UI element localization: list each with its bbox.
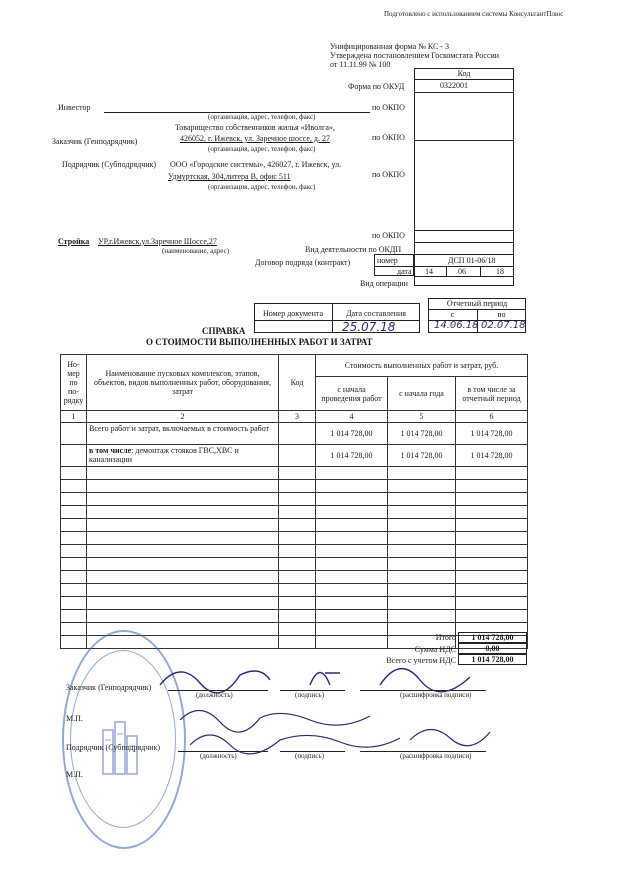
sig-customer-label: Заказчик (Генподрядчик) [66,683,152,692]
customer-line1: Товарищество собственников жилья «Иволга», [175,123,335,132]
customer-label: Заказчик (Генподрядчик) [52,137,138,146]
nds-label: Сумма НДС [414,645,456,654]
table-row-empty [61,571,528,584]
period-to-value: 02.07.18 [481,320,526,331]
customer-okpo-label: по ОКПО [372,133,405,142]
form-approved: Утверждена постановлением Госкомстата России [330,51,500,60]
row2-name [87,445,279,467]
sig-contractor-sign-hint: (подпись) [295,752,325,760]
doc-number-label: Номер документа [262,309,323,318]
investor-okpo-label: по ОКПО [372,103,405,112]
col-num-1: 1 [61,411,87,423]
table-row-empty [61,467,528,480]
site-value: УР,г.Ижевск,ул.Заречное Шоссе,27 [98,237,217,246]
mp-customer: М.П. [66,714,83,723]
row2-from-year: 1 014 728,00 [388,445,456,467]
sig-contractor-decode-hint: (расшифровка подписи) [400,752,472,760]
table-row-empty [61,532,528,545]
contract-number-label: номер [377,256,398,265]
th-number: Но-мер по по-рядку [61,355,87,411]
sig-contractor-position-hint: (должность) [200,752,237,760]
sig-customer-position-hint: (должность) [196,691,233,699]
table-row-empty [61,480,528,493]
row2-name-rest: : демонтаж стояков ГВС,ХВС и канализации [89,446,239,464]
col-num-2: 2 [87,411,279,423]
contractor-hint: (организация, адрес, телефон, факс) [208,183,316,191]
row1-name: Всего работ и затрат, включаемых в стоимость работ [87,423,279,445]
row1-period: 1 014 728,00 [456,423,528,445]
table-row-empty [61,493,528,506]
contractor-okpo-label: по ОКПО [372,170,405,179]
customer-signature-icon [140,655,480,695]
site-label: Стройка [58,237,90,246]
form-approved-date: от 11.11.99 № 100 [330,60,391,69]
operation-label: Вид операции [360,279,408,288]
code-header: Код [457,69,471,78]
th-period: в том числе за отчетный период [456,377,528,411]
customer-line2: 426052, г. Ижевск, ул. Заречное шоссе, д. 27 [180,134,330,143]
contract-date-year: 18 [496,267,504,276]
row2-from-start: 1 014 728,00 [316,445,388,467]
table-row-empty [61,545,528,558]
contractor-label: Подрядчик (Субподрядчик) [62,160,157,169]
table-row-empty [61,584,528,597]
th-name: Наименование пусковых комплексов, этапов, объектов, видов выполненных работ, оборудования, затрат [87,355,279,411]
th-cost: Стоимость выполненных работ и затрат, руб. [316,355,528,377]
sig-customer-decode-hint: (расшифровка подписи) [400,691,472,699]
contractor-signature-icon [170,700,500,755]
okud-value: 0322001 [440,81,468,90]
form-name: Унифицированная форма № КС - 3 [330,42,449,51]
prepared-note: Подготовлено с использованием системы КонсультантПлюс [384,10,564,18]
row2-name-bold: в том числе [89,446,132,455]
doc-subtitle: О СТОИМОСТИ ВЫПОЛНЕННЫХ РАБОТ И ЗАТРАТ [146,337,373,347]
contractor-line1: ООО «Городские системы», 426027, г. Ижевск, ул. [170,160,342,169]
total-value: 1 014 728,00 [458,654,527,665]
okud-label: Форма по ОКУД [348,82,405,91]
contract-date-month: 06 [458,267,466,276]
table-row [61,423,528,445]
contract-date-label: дата [397,267,412,276]
th-from-start: с начала проведения работ [316,377,388,411]
sig-customer-sign-hint: (подпись) [295,691,325,699]
customer-hint: (организация, адрес, телефон, факс) [208,145,316,153]
row1-from-start: 1 014 728,00 [316,423,388,445]
doc-date-label: Дата составления [346,309,406,318]
investor-hint: (организация, адрес, телефон, факс) [208,113,316,121]
okdp-label: Вид деятельности по ОКДП [305,245,402,254]
table-row-empty [61,519,528,532]
nds-value: 0,00 [458,643,527,654]
col-num-6: 6 [456,411,528,423]
table-row-empty [61,610,528,623]
doc-date-value: 25.07.18 [342,320,396,334]
table-row-empty [61,506,528,519]
contract-label: Договор подряда (контракт) [255,258,351,267]
contract-date-day: 14 [425,267,433,276]
itogo-label: Итого [435,633,456,642]
works-table [60,354,528,649]
period-label: Отчетный период [446,299,508,308]
period-from-label: с [450,310,455,319]
contractor-line2: Удмуртская, 304,литера В, офис 511 [168,172,291,181]
period-to-label: по [497,310,506,319]
row2-period: 1 014 728,00 [456,445,528,467]
total-label: Всего с учетом НДС [386,656,456,665]
site-okpo-label: по ОКПО [372,231,405,240]
th-from-year: с начала года [388,377,456,411]
th-code: Код [279,355,316,411]
sig-contractor-label: Подрядчик (Субподрядчик) [66,743,161,752]
investor-label: Инвестор [58,103,91,112]
row1-from-year: 1 014 728,00 [388,423,456,445]
table-row-empty [61,597,528,610]
table-row-empty [61,558,528,571]
doc-title: СПРАВКА [202,326,246,336]
itogo-value: 1 014 728,00 [458,632,527,643]
col-num-4: 4 [316,411,388,423]
table-row [61,445,528,467]
period-from-value: 14.06.18 [434,320,479,331]
contract-number-value: ДСП 01-06/18 [448,256,496,265]
col-num-3: 3 [279,411,316,423]
col-num-5: 5 [388,411,456,423]
site-hint: (наименование, адрес) [162,247,230,255]
mp-contractor: М.П. [66,770,83,779]
